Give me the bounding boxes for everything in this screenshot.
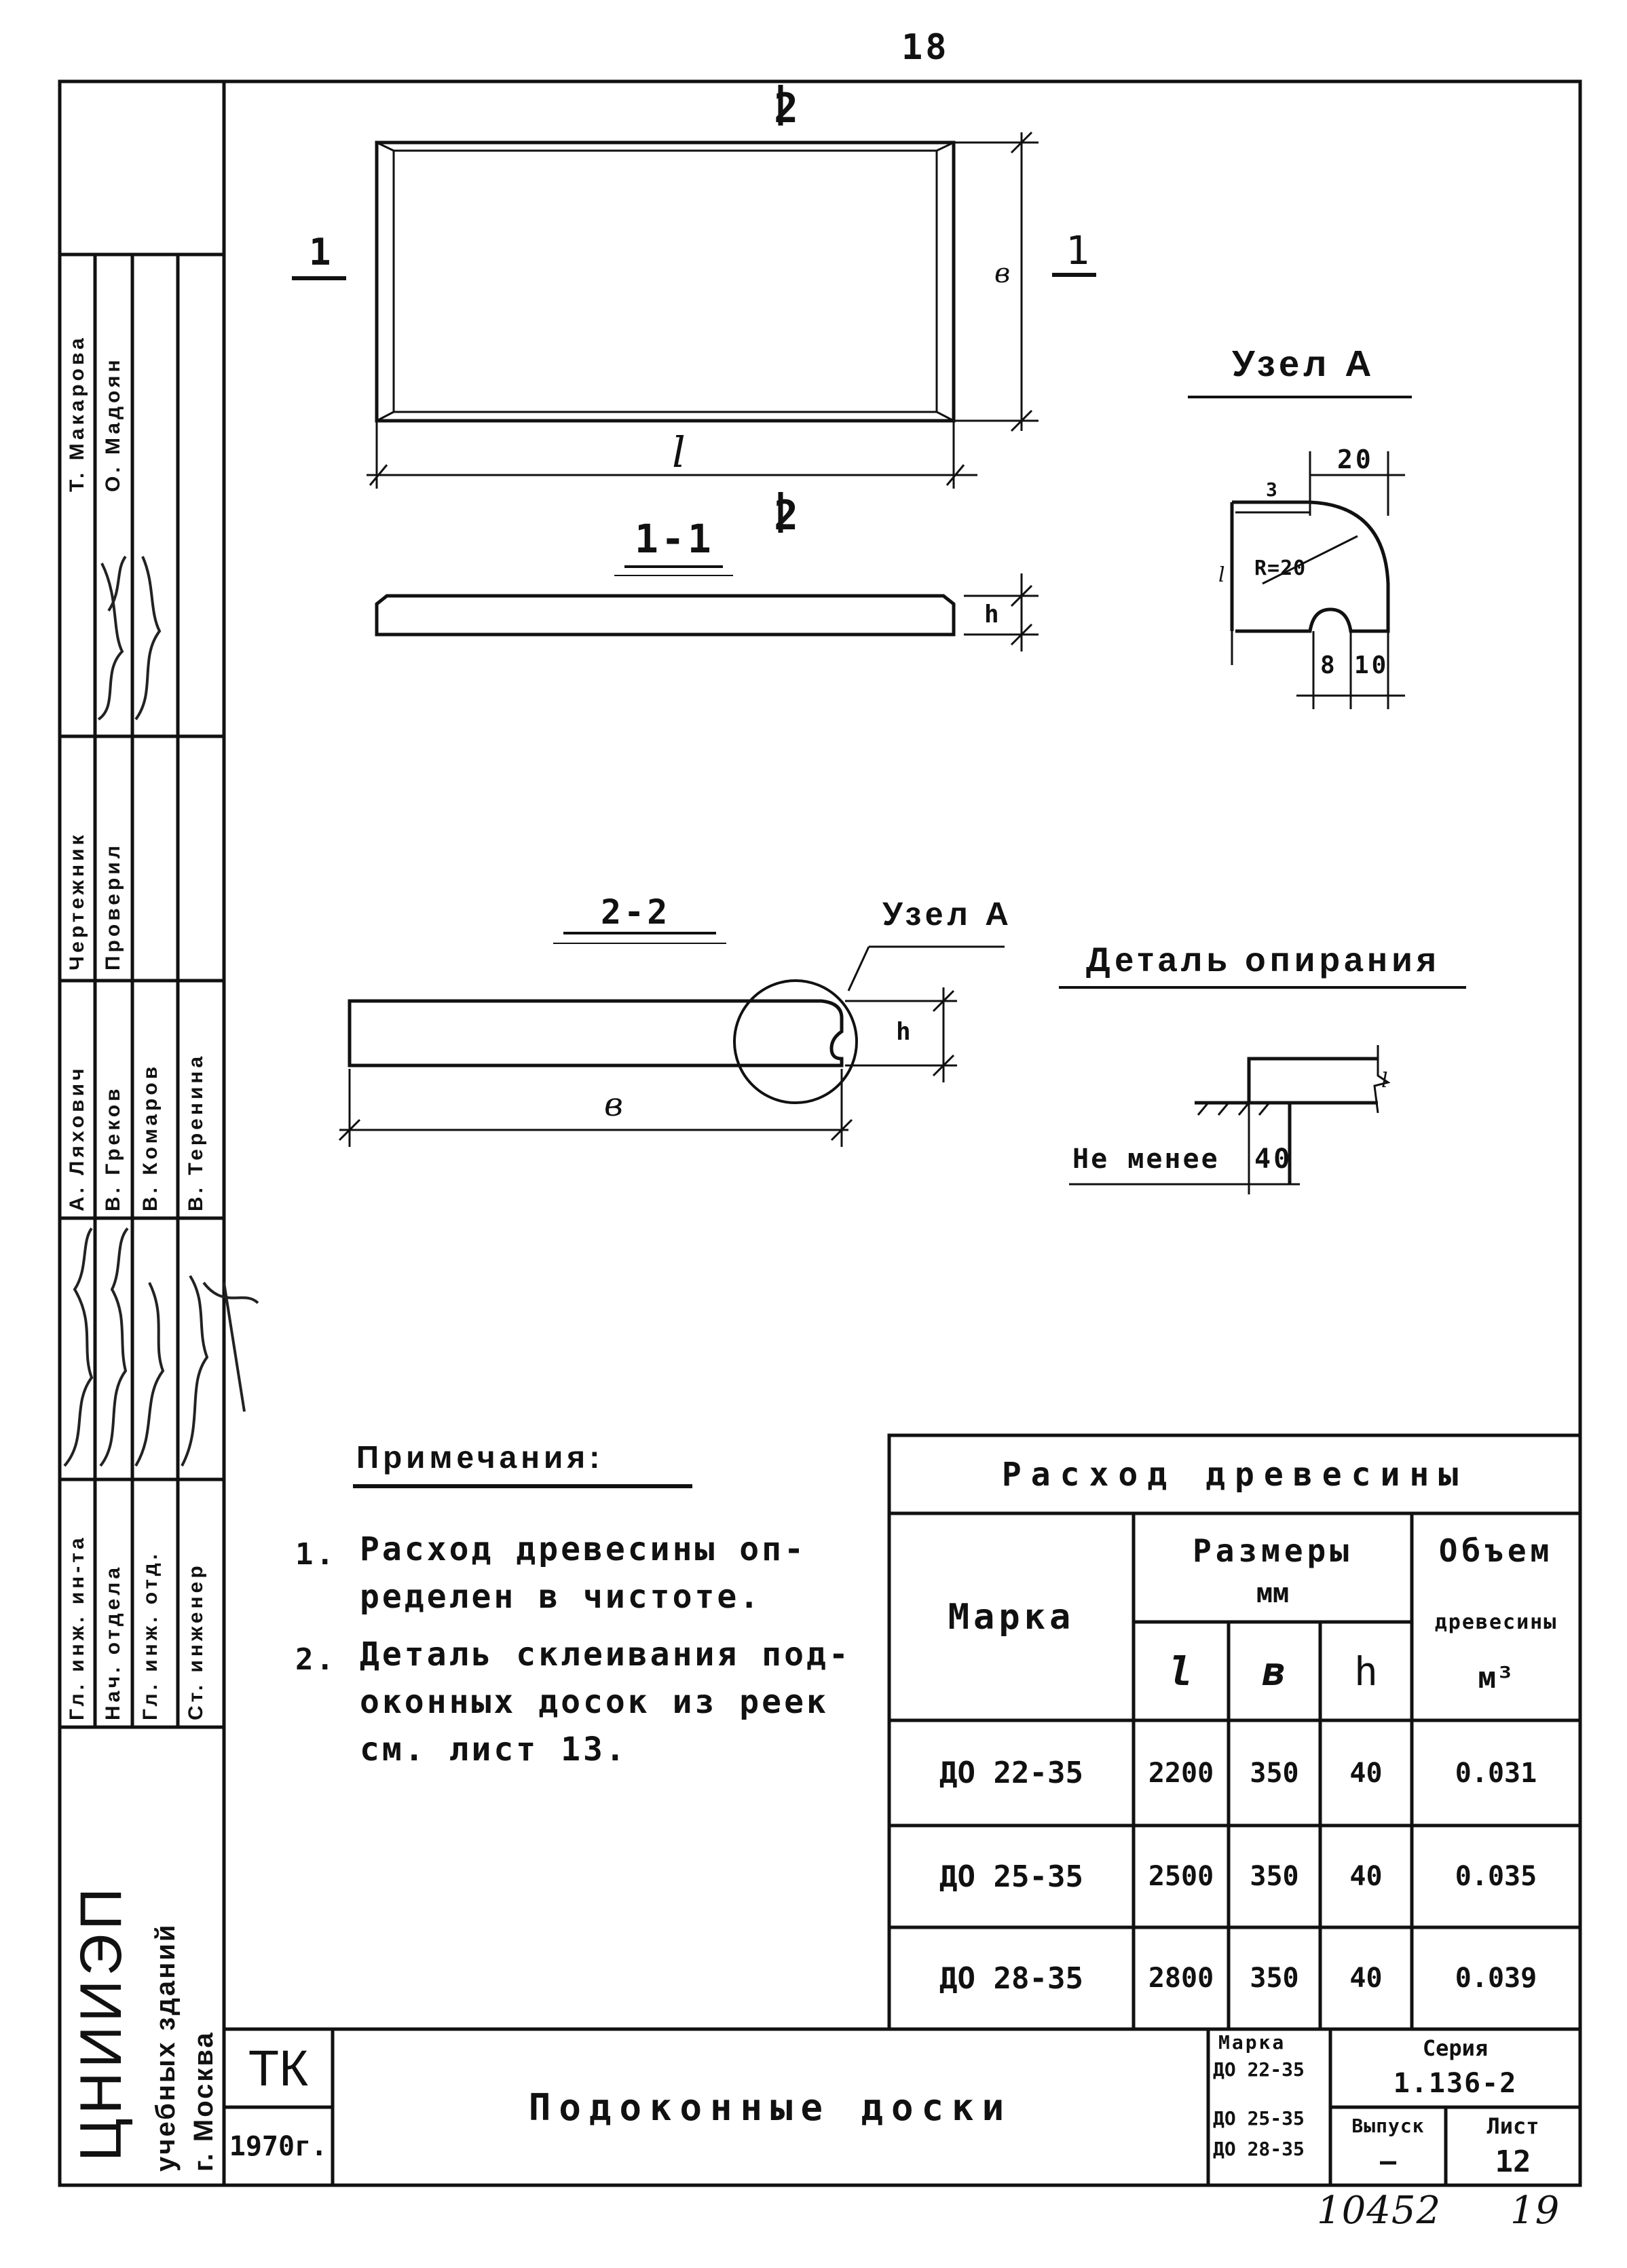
title-vypusk-label: Выпуск	[1351, 2115, 1425, 2137]
title-marka-3: ДО 28-35	[1213, 2138, 1305, 2160]
node-dim-8: 8	[1320, 651, 1338, 679]
support-dim-l: l	[1381, 1069, 1389, 1093]
support-dim-40: 40	[1254, 1144, 1293, 1175]
table-subheader-b: в	[1262, 1648, 1287, 1695]
table-header-mark: Марка	[948, 1596, 1075, 1638]
dim-h-section2: h	[896, 1018, 914, 1046]
row-3-b: 350	[1250, 1963, 1299, 1994]
role-4: Ст. инженер	[185, 1562, 207, 1720]
title-vypusk-value: —	[1379, 2146, 1397, 2177]
title-seria-value: 1.136-2	[1393, 2068, 1518, 2099]
section-mark-2-top: 2	[774, 85, 802, 132]
note-2-line-1: Деталь склеивания под-	[360, 1636, 851, 1674]
role-1: Гл. инж. ин-та	[66, 1534, 88, 1720]
note-2-line-3: см. лист 13.	[360, 1731, 628, 1769]
role-top-2: Проверил	[102, 842, 124, 970]
name-1: А. Ляхович	[66, 1065, 88, 1211]
title-list-value: 12	[1495, 2144, 1531, 2179]
title-marka-label: Марка	[1218, 2031, 1286, 2054]
node-dim-10: 10	[1354, 651, 1389, 679]
node-a-title: Узел А	[1232, 343, 1376, 384]
section-2-2-label: 2-2	[601, 892, 671, 932]
dim-h-section1: h	[984, 601, 1002, 628]
node-dim-l-side: l	[1218, 563, 1226, 587]
table-header-sizes: Размеры	[1193, 1532, 1353, 1569]
note-2-line-2: оконных досок из реек	[360, 1683, 829, 1721]
name-top-1: Т. Макарова	[66, 335, 88, 492]
row-2-mark: ДО 25-35	[939, 1859, 1083, 1894]
name-top-2: О. Мадоян	[102, 356, 124, 492]
support-not-less: Не менее	[1072, 1144, 1220, 1175]
drawing-title: Подоконные доски	[528, 2085, 1013, 2129]
row-1-mark: ДО 22-35	[939, 1756, 1083, 1790]
row-2-volume: 0.035	[1455, 1861, 1537, 1892]
note-1-line-2: ределен в чистоте.	[360, 1578, 762, 1616]
note-1-number: 1.	[295, 1537, 337, 1572]
node-radius: R=20	[1254, 556, 1307, 580]
node-a-callout: Узел А	[882, 896, 1013, 932]
title-marka-1: ДО 22-35	[1213, 2058, 1305, 2081]
row-1-l: 2200	[1148, 1757, 1214, 1789]
note-1-line-1: Расход древесины оп-	[360, 1530, 806, 1568]
name-2: В. Греков	[102, 1085, 124, 1211]
title-year: 1970г.	[229, 2130, 328, 2162]
row-3-l: 2800	[1148, 1963, 1214, 1994]
row-1-h: 40	[1349, 1757, 1383, 1789]
archive-number: 10452	[1317, 2189, 1442, 2233]
row-3-h: 40	[1349, 1963, 1383, 1994]
table-header-volume-unit: м³	[1478, 1661, 1514, 1695]
row-3-mark: ДО 28-35	[939, 1961, 1083, 1996]
role-top-1: Чертежник	[66, 831, 88, 970]
section-mark-2-bottom: 2	[774, 492, 802, 540]
row-1-b: 350	[1250, 1757, 1299, 1789]
dim-b-plan: в	[994, 258, 1011, 289]
note-2-number: 2.	[295, 1642, 337, 1677]
table-title: Расход древесины	[1001, 1455, 1468, 1494]
name-4: В. Теренина	[185, 1053, 207, 1211]
dim-b-section2: в	[604, 1086, 624, 1124]
title-tk: ТК	[248, 2040, 309, 2096]
title-seria-label: Серия	[1422, 2035, 1489, 2061]
sheet-number: 19	[1510, 2189, 1560, 2233]
node-dim-20: 20	[1337, 445, 1374, 474]
org-line-2: г. Москва	[189, 2030, 219, 2172]
row-1-volume: 0.031	[1455, 1757, 1537, 1789]
row-2-h: 40	[1349, 1861, 1383, 1892]
row-2-l: 2500	[1148, 1861, 1214, 1892]
role-2: Нач. отдела	[102, 1564, 124, 1720]
support-detail-title: Деталь опирания	[1086, 941, 1441, 979]
section-mark-1-left: 1	[309, 231, 334, 273]
dim-l-plan: l	[672, 428, 686, 477]
section-1-1-label: 1-1	[635, 516, 714, 562]
row-3-volume: 0.039	[1455, 1963, 1537, 1994]
name-3: В. Комаров	[139, 1063, 162, 1211]
role-3: Гл. инж. отд.	[139, 1551, 162, 1720]
row-2-b: 350	[1250, 1861, 1299, 1892]
title-marka-2: ДО 25-35	[1213, 2107, 1305, 2130]
notes-title: Примечания:	[356, 1439, 604, 1475]
table-header-sizes-unit: мм	[1256, 1578, 1290, 1609]
page-number: 18	[901, 27, 950, 68]
title-list-label: Лист	[1486, 2113, 1539, 2139]
org-line-1: учебных зданий	[151, 1923, 181, 2172]
section-mark-1-right: 1	[1066, 227, 1092, 273]
table-header-volume: Объем	[1438, 1532, 1554, 1569]
node-dim-3: 3	[1266, 478, 1280, 501]
org-name: ЦНИИЭП	[69, 1884, 134, 2161]
table-subheader-h: h	[1354, 1648, 1378, 1695]
table-subheader-l: l	[1169, 1648, 1193, 1695]
table-header-volume-sub: древесины	[1434, 1610, 1558, 1634]
